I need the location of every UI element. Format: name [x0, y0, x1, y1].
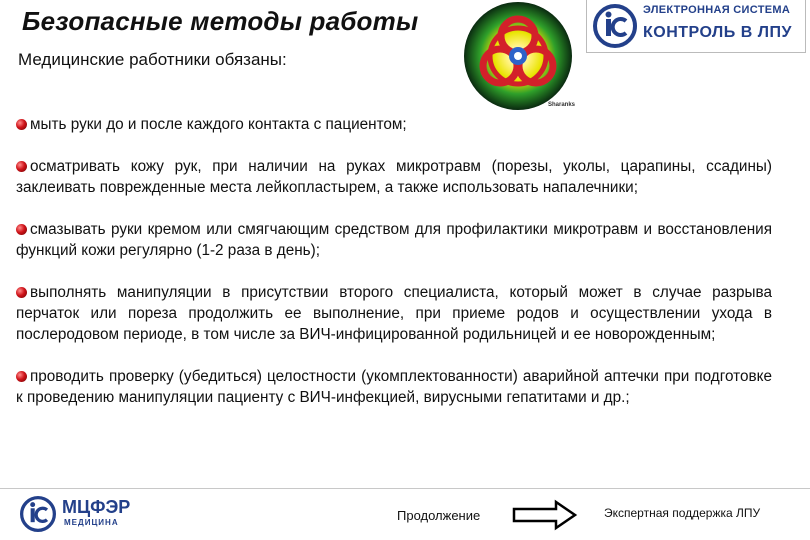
bullet-icon [16, 224, 27, 235]
bullet-icon [16, 161, 27, 172]
duties-list [16, 114, 772, 429]
footer-logo [20, 496, 150, 532]
list-item: мыть руки до и после каждого контакта с пациентом; [16, 114, 772, 135]
page-subtitle: Медицинские работники обязаны: [18, 50, 287, 69]
list-item: проводить проверку (убедиться) целостности (укомплектованности) аварийной аптечки при подготовке к проведению манипуляции пациенту с ВИЧ-инфекцией, вирусными гепатитами и др.; [16, 368, 772, 406]
logo-line2: КОНТРОЛЬ В ЛПУ [643, 24, 792, 41]
arrow-right-icon[interactable] [512, 499, 578, 531]
page-title: Безопасные методы работы [22, 6, 419, 36]
biohazard-icon [462, 0, 574, 112]
bullet-icon [16, 287, 27, 298]
footer-logo-line1: МЦФЭР [62, 497, 131, 517]
ic-logo [586, 0, 806, 53]
footer-logo-line2: МЕДИЦИНА [64, 518, 119, 527]
list-item: смазывать руки кремом или смягчающим средством для профилактики микротравм и восстановления функций кожи регулярно (1-2 раза в день); [16, 221, 772, 259]
expert-support-label: Экспертная поддержка ЛПУ [604, 506, 761, 520]
footer-logo-icon [20, 496, 56, 532]
ic-logo-icon [593, 4, 637, 48]
logo-line1: ЭЛЕКТРОННАЯ СИСТЕМА [643, 4, 791, 16]
list-item: выполнять манипуляции в присутствии второго специалиста, который может в случае разрыва перчаток или пореза продолжить ее выполнение, при приеме родов и осуществлении ухода в послеродовом периоде, в том числе за ВИЧ-инфицированной родильницей и ее новорожденным; [16, 284, 772, 343]
bullet-icon [16, 371, 27, 382]
footer-divider [0, 488, 810, 489]
hazard-signature: Sharanks [548, 102, 576, 108]
continue-link[interactable]: Продолжение [397, 508, 481, 523]
list-item: осматривать кожу рук, при наличии на руках микротравм (порезы, уколы, царапины, ссадины) заклеивать поврежденные места лейкопластырем, а также использовать напалечники; [16, 158, 772, 196]
bullet-icon [16, 119, 27, 130]
